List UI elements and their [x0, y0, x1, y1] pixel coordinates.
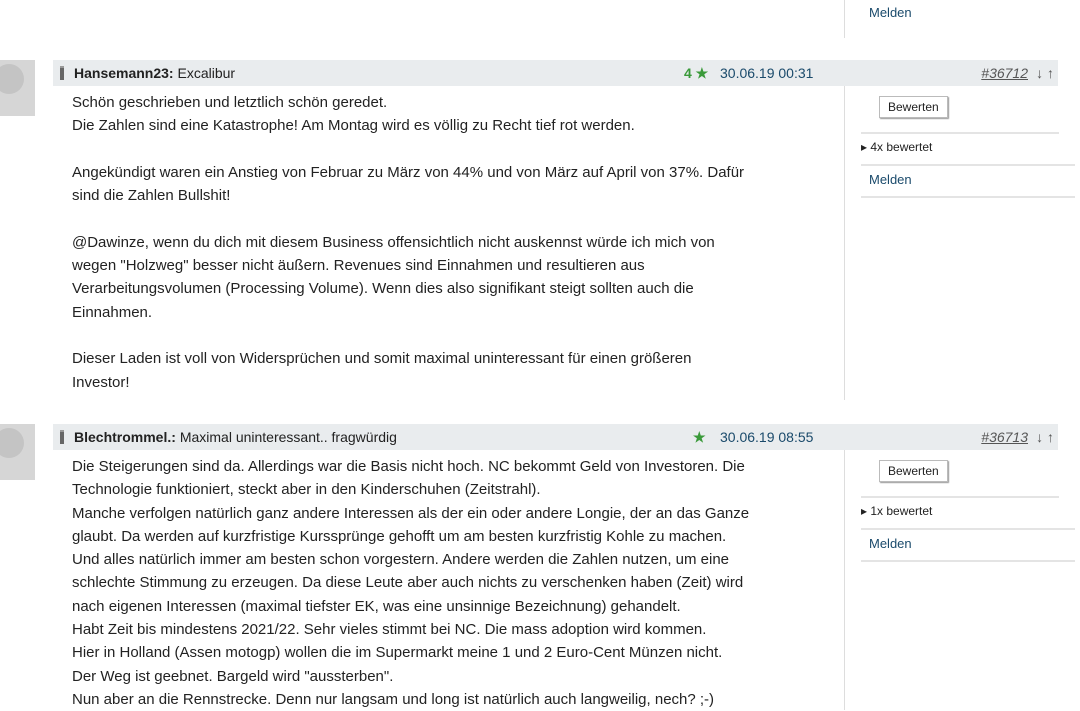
- report-link[interactable]: Melden: [869, 5, 912, 20]
- report-link[interactable]: Melden: [861, 528, 1075, 562]
- previous-post-sidebar: [844, 0, 1059, 38]
- report-link[interactable]: Melden: [861, 164, 1075, 198]
- rate-button[interactable]: Bewerten: [879, 460, 948, 482]
- user-status-icon: [60, 66, 64, 80]
- avatar[interactable]: [0, 60, 35, 116]
- avatar[interactable]: [0, 424, 35, 480]
- post-author[interactable]: Blechtrommel.: Maximal uninteressant.. fragwürdig: [74, 429, 397, 445]
- star-rating: 4 ★: [684, 65, 709, 81]
- navigate-arrows[interactable]: ↓ ↑: [1036, 429, 1054, 445]
- post-header: [53, 60, 1058, 86]
- post-sidebar: [844, 86, 1059, 400]
- rate-button[interactable]: Bewerten: [879, 96, 948, 118]
- user-status-icon: [60, 430, 64, 444]
- post-date: 30.06.19 08:55: [720, 429, 814, 445]
- star-rating: ★: [693, 429, 706, 445]
- post-body: Schön geschrieben und letztlich schön geredet. Die Zahlen sind eine Katastrophe! Am Montag wird es völlig zu Recht tief rot werden. Angekündigt waren ein Anstieg von Februar zu März von 44% und von März auf April von 37%. Dafür sind die Zahlen Bullshit! @Dawinze, wenn du dich mit diesem Business offensichtlich nicht auskennst würde ich mich von wegen "Holzweg" besser nicht äußern. Revenues sind Einnahmen und resultieren aus Verarbeitungsvolumen (Processing Volume). Wenn dies also signifikant steigt sollten auch die Einnahmen. Dieser Laden ist voll von Widersprüchen und somit maximal uninteressant für einen größeren Investor!: [72, 94, 745, 391]
- post-subject: Maximal uninteressant.. fragwürdig: [179, 429, 397, 445]
- post-date: 30.06.19 00:31: [720, 65, 814, 81]
- post-author[interactable]: Hansemann23: Excalibur: [74, 65, 236, 81]
- forum-post: [0, 424, 1080, 708]
- rated-count-toggle[interactable]: ▸ 4x bewertet: [861, 132, 1059, 164]
- forum-post: [0, 60, 1080, 400]
- navigate-arrows[interactable]: ↓ ↑: [1036, 65, 1054, 81]
- rated-count-toggle[interactable]: ▸ 1x bewertet: [861, 496, 1059, 528]
- post-body: Die Steigerungen sind da. Allerdings war die Basis nicht hoch. NC bekommt Geld von Investoren. Die Technologie funktioniert, steckt aber in den Kinderschuhen (Zeitstrahl). Manche verfolgen natürlich ganz andere Interessen als der ein oder andere Longie, der an das Ganze glaubt. Da werden auf kurzfristige Kurssprünge gehofft um am besten kurzfristig Kohle zu machen. Und alles natürlich immer am besten schon vorgestern. Andere werden die Zahlen nutzen, um eine schlechte Stimmung zu erzeugen. Da diese Leute aber auch nichts zu verschenken haben (Zeit) wird nach eigenen Interessen (maximal tiefster EK, was eine unsinnige Bezeichnung) gehandelt. Habt Zeit bis mindestens 2021/22. Sehr vieles stimmt bei NC. Die mass adoption wird kommen. Hier in Holland (Assen motogp) wollen die im Supermarkt meine 1 und 2 Euro-Cent Münzen nicht. Der Weg ist geebnet. Bargeld wird "aussterben". Nun aber an die Rennstrecke. Denn nur langsam und long ist natürlich auch langweilig, nech? ;-): [72, 458, 750, 708]
- post-sidebar: [844, 450, 1059, 710]
- post-subject: Excalibur: [177, 65, 236, 81]
- post-number-link[interactable]: #36713: [981, 429, 1028, 445]
- post-number-link[interactable]: #36712: [981, 65, 1028, 81]
- post-header: [53, 424, 1058, 450]
